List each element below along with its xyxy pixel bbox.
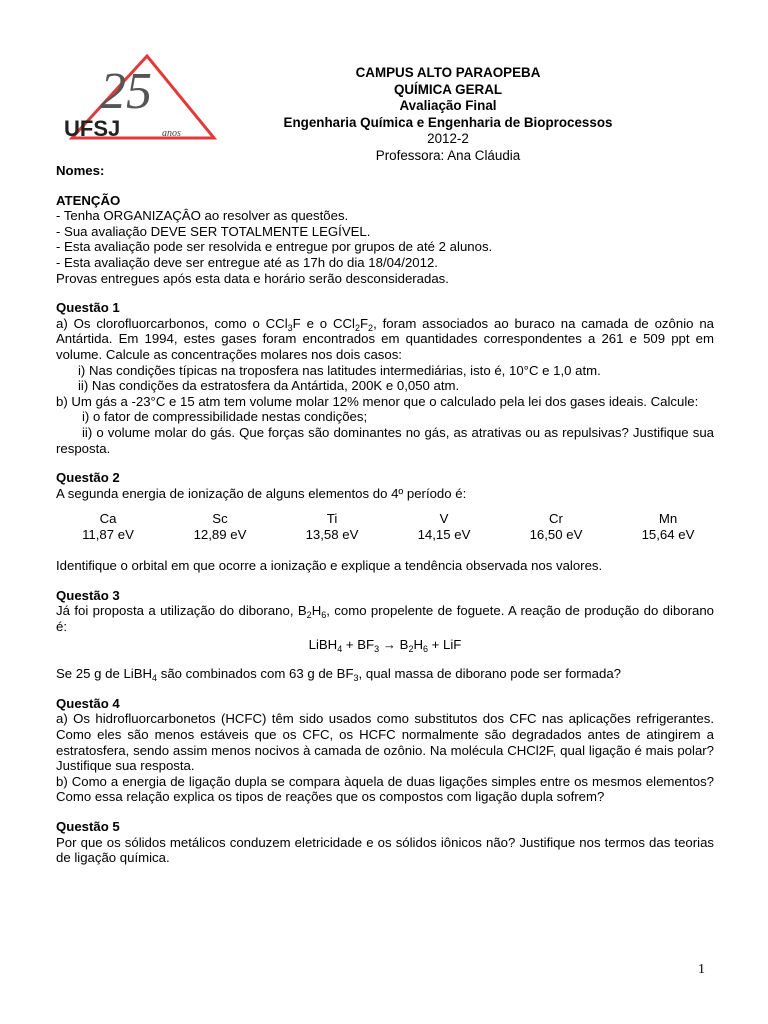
question-1-title: Questão 1	[56, 300, 120, 316]
header-professor: Professora: Ana Cláudia	[375, 147, 521, 163]
attention-item: - Sua avaliação DEVE SER TOTALMENTE LEGÍVEL.	[56, 223, 371, 239]
header-course: QUÍMICA GERAL	[393, 81, 503, 97]
header-program: Engenharia Química e Engenharia de Bioprocessos	[283, 114, 613, 130]
exam-body	[56, 163, 714, 866]
question-5-text: Por que os sólidos metálicos conduzem eletricidade e os sólidos iônicos não? Justifique nos termos das teorias de ligação química.	[56, 834, 714, 866]
question-4-part-b: b) Como a energia de ligação dupla se compara àquela de duas ligações simples entre os mesmos elementos? Como essa relação explica os tipos de reações que os compostos com ligação dupla sofrem?	[56, 773, 714, 805]
attention-item: Provas entregues após esta data e horário serão desconsideradas.	[56, 270, 449, 286]
question-2-title: Questão 2	[56, 470, 120, 486]
question-5-title: Questão 5	[56, 819, 120, 834]
question-1-part-a: a) Os clorofluorcarbonos, como o CCl$_3$F e o $CCl_2F_2$, foram associados ao buraco na camada de ozônio na Antártida. Em 1994, estes gases foram encontrados em quantidades correspondentes a 261 e 509 ppt em volume. Calcule as concentrações molares nos dois casos:	[56, 315, 714, 362]
question-2-intro: A segunda energia de ionização de alguns elementos do 4º período é:	[56, 485, 467, 501]
ionization-energy: 16,50 eV	[529, 527, 583, 543]
reaction-equation: LiBH$_4$ + $BF_3 \to B_2H_6$ + LiF	[308, 636, 462, 654]
question-1-part-b: b) Um gás a -23°C e 15 atm tem volume molar 12% menor que o calculado pela lei dos gases ideais. Calcule:	[56, 393, 699, 409]
question-4-title: Questão 4	[56, 695, 120, 711]
logo-ufsj-text: UFSJ	[64, 116, 121, 141]
ufsj-logo-graphic	[62, 50, 222, 150]
attention-item: - Tenha ORGANIZAÇÂO ao resolver as questões.	[56, 208, 349, 224]
element-symbol: Ti	[326, 511, 338, 527]
attention-title: ATENÇÃO	[56, 192, 121, 208]
header-exam-type: Avaliação Final	[399, 98, 497, 113]
ionization-energy: 15,64 eV	[641, 527, 695, 543]
ionization-energy: 13,58 eV	[305, 527, 359, 543]
page-number: 1	[698, 962, 705, 977]
ionization-energy: 14,15 eV	[417, 527, 471, 543]
attention-item: - Esta avaliação deve ser entregue até as 17h do dia 18/04/2012.	[56, 254, 438, 270]
header-semester: 2012-2	[427, 131, 469, 146]
element-symbol: Mn	[658, 511, 678, 527]
ufsj-25-anos-logo	[62, 50, 222, 150]
question-4-part-a: a) Os hidrofluorcarbonetos (HCFC) têm sido usados como substitutos dos CFC nas aplicações refrigerantes. Como eles são menos estáveis que os CFC, os HCFC normalmente são degradados antes de atingirem a estratosfera, sendo assim menos nocivos à camada de ozônio. Na molécula CHCl2F, qual ligação é mais polar? Justifique sua resposta.	[56, 711, 714, 774]
element-symbol: Ca	[99, 511, 117, 527]
element-symbol: Cr	[549, 511, 563, 527]
exam-header	[248, 65, 648, 164]
question-1-part-b-i: i) o fator de compressibilidade nestas condições;	[82, 409, 368, 425]
logo-25-text: 25	[100, 63, 152, 120]
element-symbol: Sc	[212, 511, 228, 527]
logo-anos-text: anos	[162, 128, 181, 139]
attention-item: - Esta avaliação pode ser resolvida e entregue por grupos de até 2 alunos.	[56, 239, 493, 255]
question-2-text: Identifique o orbital em que ocorre a ionização e explique a tendência observada nos valores.	[56, 558, 603, 574]
ionization-energy: 12,89 eV	[193, 527, 247, 543]
question-3-title: Questão 3	[56, 587, 120, 603]
ionization-energy-table	[52, 511, 724, 543]
question-1-part-b-ii: ii) o volume molar do gás. Que forças são dominantes no gás, as atrativas ou as repulsivas? Justifique sua resposta.	[56, 424, 714, 456]
question-1-part-a-ii: ii) Nas condições da estratosfera da Antártida, 200K e 0,050 atm.	[78, 378, 460, 394]
question-3-intro: Já foi proposta a utilização do diborano, $B_2H_6$, como propelente de foguete. A reação de produção do diborano é:	[56, 603, 715, 635]
element-symbol: V	[439, 511, 449, 527]
question-3-text: Se 25 g de LiBH$_4$ são combinados com 63 g de $BF_3$, qual massa de diborano pode ser formada?	[56, 666, 621, 684]
question-1-part-a-i: i) Nas condições típicas na troposfera nas latitudes intermediárias, isto é, 10°C e 1,0 atm.	[78, 362, 601, 378]
header-campus: CAMPUS ALTO PARAOPEBA	[355, 65, 541, 80]
ionization-energy: 11,87 eV	[82, 527, 134, 543]
names-label: Nomes:	[56, 163, 105, 178]
